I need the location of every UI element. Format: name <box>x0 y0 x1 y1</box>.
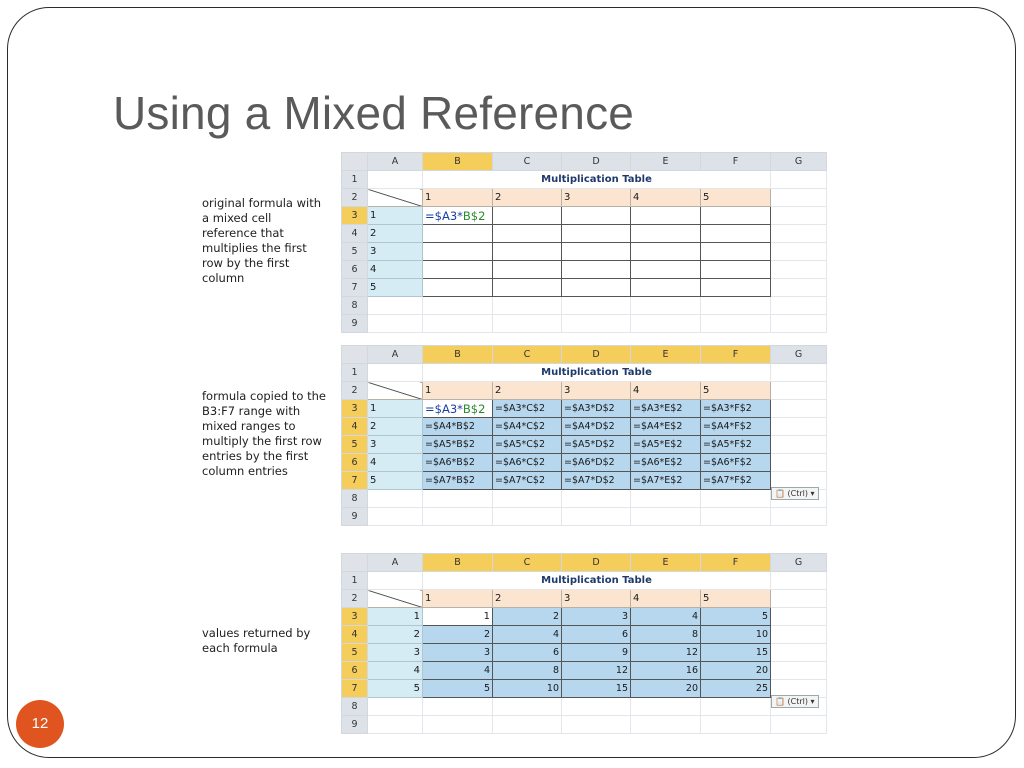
value-cell[interactable]: 1 <box>423 608 493 626</box>
cell[interactable] <box>368 572 423 590</box>
cell[interactable] <box>631 716 701 734</box>
column-header-f[interactable]: F <box>701 346 771 364</box>
cell[interactable] <box>701 508 771 526</box>
header-cell[interactable]: 1 <box>423 590 493 608</box>
cell[interactable] <box>771 644 827 662</box>
cell[interactable] <box>771 171 827 189</box>
column-header-f[interactable]: F <box>701 554 771 572</box>
value-cell[interactable]: 5 <box>423 680 493 698</box>
column-header-b[interactable]: B <box>423 554 493 572</box>
row-value-cell[interactable]: 5 <box>368 680 423 698</box>
cell[interactable] <box>771 297 827 315</box>
spreadsheet-values <box>341 553 827 734</box>
cell[interactable] <box>631 261 701 279</box>
row-header-8[interactable]: 8 <box>342 297 368 315</box>
header-cell[interactable]: 3 <box>562 382 631 400</box>
row-value-cell[interactable]: 4 <box>368 662 423 680</box>
cell[interactable] <box>423 508 493 526</box>
row-header-3[interactable]: 3 <box>342 207 368 225</box>
cell[interactable] <box>701 315 771 333</box>
column-header-f[interactable]: F <box>701 153 771 171</box>
cell[interactable] <box>701 297 771 315</box>
value-cell[interactable]: 16 <box>631 662 701 680</box>
row-value-cell[interactable]: 3 <box>368 644 423 662</box>
cell[interactable] <box>701 225 771 243</box>
value-cell[interactable]: 4 <box>631 608 701 626</box>
cell[interactable] <box>771 207 827 225</box>
value-cell[interactable]: 6 <box>562 626 631 644</box>
row-header-5[interactable]: 5 <box>342 436 368 454</box>
formula-cell[interactable]: =$A5*E$2 <box>631 436 701 454</box>
row-value-cell[interactable]: 4 <box>368 454 423 472</box>
value-cell[interactable]: 15 <box>701 644 771 662</box>
cell[interactable] <box>562 279 631 297</box>
row-value-cell[interactable]: 1 <box>368 400 423 418</box>
header-cell[interactable]: 2 <box>493 382 562 400</box>
cell[interactable] <box>493 698 562 716</box>
formula-cell[interactable]: =$A6*E$2 <box>631 454 701 472</box>
select-all-corner[interactable] <box>342 346 368 364</box>
caption-original-formula: original formula with a mixed cell reference that multiplies the first row by the first column <box>202 196 322 285</box>
row-header-1[interactable]: 1 <box>342 572 368 590</box>
slide-number-badge: 12 <box>16 700 64 748</box>
formula-absolute-row-part: B$2 <box>462 401 486 416</box>
row-value-cell[interactable]: 4 <box>368 261 423 279</box>
cell[interactable] <box>493 243 562 261</box>
row-value-cell[interactable]: 2 <box>368 626 423 644</box>
cell[interactable] <box>771 364 827 382</box>
select-all-corner[interactable] <box>342 554 368 572</box>
cell[interactable] <box>701 279 771 297</box>
formula-cell[interactable]: =$A4*D$2 <box>562 418 631 436</box>
value-cell[interactable]: 8 <box>631 626 701 644</box>
cell[interactable] <box>368 698 423 716</box>
formula-absolute-row-part: B$2 <box>462 208 486 223</box>
column-header-d[interactable]: D <box>562 554 631 572</box>
active-formula-cell[interactable] <box>423 207 493 225</box>
cell[interactable] <box>562 243 631 261</box>
formula-cell[interactable]: =$A7*C$2 <box>493 472 562 490</box>
cell[interactable] <box>562 698 631 716</box>
row-value-cell[interactable]: 5 <box>368 472 423 490</box>
row-value-cell[interactable]: 5 <box>368 279 423 297</box>
value-cell[interactable]: 12 <box>631 644 701 662</box>
cell[interactable] <box>771 315 827 333</box>
cell[interactable] <box>771 590 827 608</box>
cell[interactable] <box>423 279 493 297</box>
row-header-9[interactable]: 9 <box>342 315 368 333</box>
cell[interactable] <box>771 225 827 243</box>
header-cell[interactable]: 3 <box>562 189 631 207</box>
formula-cell[interactable]: =$A4*F$2 <box>701 418 771 436</box>
header-cell[interactable]: 4 <box>631 590 701 608</box>
row-header-8[interactable]: 8 <box>342 490 368 508</box>
cell[interactable] <box>771 454 827 472</box>
value-cell[interactable]: 4 <box>423 662 493 680</box>
formula-cell[interactable]: =$A4*E$2 <box>631 418 701 436</box>
row-value-cell[interactable]: 3 <box>368 436 423 454</box>
column-header-c[interactable]: C <box>493 153 562 171</box>
cell[interactable] <box>562 508 631 526</box>
row-header-5[interactable]: 5 <box>342 243 368 261</box>
cell[interactable] <box>493 225 562 243</box>
column-header-a[interactable]: A <box>368 346 423 364</box>
row-value-cell[interactable]: 1 <box>368 608 423 626</box>
cell[interactable] <box>771 261 827 279</box>
row-header-9[interactable]: 9 <box>342 716 368 734</box>
value-cell[interactable]: 3 <box>423 644 493 662</box>
column-header-g[interactable]: G <box>771 346 827 364</box>
row-value-cell[interactable]: 3 <box>368 243 423 261</box>
value-cell[interactable]: 2 <box>493 608 562 626</box>
formula-cell[interactable]: =$A5*F$2 <box>701 436 771 454</box>
value-cell[interactable]: 12 <box>562 662 631 680</box>
row-header-7[interactable]: 7 <box>342 472 368 490</box>
cell[interactable] <box>368 364 423 382</box>
clipboard-icon: 📋 <box>775 489 785 498</box>
column-header-g[interactable]: G <box>771 554 827 572</box>
row-header-6[interactable]: 6 <box>342 261 368 279</box>
value-cell[interactable]: 10 <box>493 680 562 698</box>
row-value-cell[interactable]: 1 <box>368 207 423 225</box>
cell[interactable] <box>771 382 827 400</box>
cell[interactable] <box>368 490 423 508</box>
cell[interactable] <box>771 243 827 261</box>
header-cell[interactable]: 5 <box>701 189 771 207</box>
row-header-3[interactable]: 3 <box>342 608 368 626</box>
row-header-7[interactable]: 7 <box>342 279 368 297</box>
formula-cell[interactable]: =$A4*B$2 <box>423 418 493 436</box>
paste-options-button[interactable] <box>771 487 819 500</box>
cell[interactable] <box>771 279 827 297</box>
cell[interactable] <box>701 490 771 508</box>
paste-options-button[interactable] <box>771 695 819 708</box>
cell[interactable] <box>493 279 562 297</box>
cell[interactable] <box>771 572 827 590</box>
cell[interactable] <box>631 315 701 333</box>
value-cell[interactable]: 3 <box>562 608 631 626</box>
cell[interactable] <box>631 297 701 315</box>
header-cell[interactable]: 4 <box>631 382 701 400</box>
diagonal-corner-cell[interactable] <box>368 189 423 207</box>
cell[interactable] <box>493 716 562 734</box>
formula-cell[interactable]: =$A4*C$2 <box>493 418 562 436</box>
cell[interactable] <box>562 207 631 225</box>
column-header-d[interactable]: D <box>562 346 631 364</box>
cell[interactable] <box>368 508 423 526</box>
cell[interactable] <box>493 261 562 279</box>
header-cell[interactable]: 3 <box>562 590 631 608</box>
header-cell[interactable]: 1 <box>423 382 493 400</box>
cell[interactable] <box>562 225 631 243</box>
cell[interactable] <box>771 189 827 207</box>
row-header-2[interactable]: 2 <box>342 382 368 400</box>
cell[interactable] <box>423 225 493 243</box>
value-cell[interactable]: 8 <box>493 662 562 680</box>
column-header-g[interactable]: G <box>771 153 827 171</box>
row-header-2[interactable]: 2 <box>342 189 368 207</box>
column-header-a[interactable]: A <box>368 153 423 171</box>
value-cell[interactable]: 20 <box>631 680 701 698</box>
cell[interactable] <box>562 716 631 734</box>
row-value-cell[interactable]: 2 <box>368 418 423 436</box>
column-header-b[interactable]: B <box>423 153 493 171</box>
value-cell[interactable]: 4 <box>493 626 562 644</box>
header-cell[interactable]: 4 <box>631 189 701 207</box>
column-header-c[interactable]: C <box>493 554 562 572</box>
header-cell[interactable]: 1 <box>423 189 493 207</box>
row-header-9[interactable]: 9 <box>342 508 368 526</box>
row-header-1[interactable]: 1 <box>342 364 368 382</box>
formula-cell[interactable]: =$A7*D$2 <box>562 472 631 490</box>
value-cell[interactable]: 20 <box>701 662 771 680</box>
value-cell[interactable]: 6 <box>493 644 562 662</box>
formula-cell[interactable]: =$A3*F$2 <box>701 400 771 418</box>
cell[interactable] <box>631 279 701 297</box>
header-cell[interactable]: 2 <box>493 189 562 207</box>
cell[interactable] <box>771 626 827 644</box>
value-cell[interactable]: 15 <box>562 680 631 698</box>
source-formula-cell[interactable] <box>423 400 493 418</box>
caption-values-returned: values returned by each formula <box>202 626 311 655</box>
cell[interactable] <box>562 490 631 508</box>
cell[interactable] <box>631 207 701 225</box>
formula-cell[interactable]: =$A3*C$2 <box>493 400 562 418</box>
slide-title: Using a Mixed Reference <box>113 87 635 139</box>
spreadsheet-original-formula <box>341 152 827 333</box>
column-header-b[interactable]: B <box>423 346 493 364</box>
clipboard-icon: 📋 <box>775 697 785 706</box>
row-header-8[interactable]: 8 <box>342 698 368 716</box>
formula-cell[interactable]: =$A6*F$2 <box>701 454 771 472</box>
formula-cell[interactable]: =$A3*E$2 <box>631 400 701 418</box>
row-header-5[interactable]: 5 <box>342 644 368 662</box>
row-header-6[interactable]: 6 <box>342 662 368 680</box>
column-header-e[interactable]: E <box>631 554 701 572</box>
paste-options-label: (Ctrl) ▾ <box>787 697 815 706</box>
cell[interactable] <box>423 490 493 508</box>
cell[interactable] <box>631 225 701 243</box>
cell[interactable] <box>771 418 827 436</box>
column-header-e[interactable]: E <box>631 346 701 364</box>
formula-absolute-column-part: =$A3* <box>425 208 463 223</box>
row-header-7[interactable]: 7 <box>342 680 368 698</box>
column-header-c[interactable]: C <box>493 346 562 364</box>
column-header-d[interactable]: D <box>562 153 631 171</box>
cell[interactable] <box>701 207 771 225</box>
formula-cell[interactable]: =$A7*F$2 <box>701 472 771 490</box>
formula-cell[interactable]: =$A6*D$2 <box>562 454 631 472</box>
cell[interactable] <box>562 261 631 279</box>
caption-formula-copied: formula copied to the B3:F7 range with mixed ranges to multiply the first row entries by the first column entries <box>202 389 326 478</box>
table-title-cell[interactable]: Multiplication Table <box>423 572 771 590</box>
formula-absolute-column-part: =$A3* <box>425 401 463 416</box>
row-header-4[interactable]: 4 <box>342 626 368 644</box>
row-header-4[interactable]: 4 <box>342 225 368 243</box>
row-header-6[interactable]: 6 <box>342 454 368 472</box>
cell[interactable] <box>493 490 562 508</box>
cell[interactable] <box>701 716 771 734</box>
select-all-corner[interactable] <box>342 153 368 171</box>
row-header-3[interactable]: 3 <box>342 400 368 418</box>
value-cell[interactable]: 25 <box>701 680 771 698</box>
cell[interactable] <box>631 508 701 526</box>
cell[interactable] <box>771 608 827 626</box>
cell[interactable] <box>771 400 827 418</box>
cell[interactable] <box>701 243 771 261</box>
cell[interactable] <box>493 315 562 333</box>
formula-cell[interactable]: =$A7*E$2 <box>631 472 701 490</box>
table-title-cell[interactable]: Multiplication Table <box>423 171 771 189</box>
diagonal-corner-cell[interactable] <box>368 382 423 400</box>
column-header-e[interactable]: E <box>631 153 701 171</box>
paste-options-label: (Ctrl) ▾ <box>787 489 815 498</box>
cell[interactable] <box>423 315 493 333</box>
value-cell[interactable]: 10 <box>701 626 771 644</box>
cell[interactable] <box>368 716 423 734</box>
formula-cell[interactable]: =$A5*C$2 <box>493 436 562 454</box>
value-cell[interactable]: 2 <box>423 626 493 644</box>
cell[interactable] <box>423 261 493 279</box>
table-title-cell[interactable]: Multiplication Table <box>423 364 771 382</box>
cell[interactable] <box>562 315 631 333</box>
cell[interactable] <box>493 207 562 225</box>
header-cell[interactable]: 5 <box>701 382 771 400</box>
cell[interactable] <box>631 698 701 716</box>
column-header-a[interactable]: A <box>368 554 423 572</box>
cell[interactable] <box>701 698 771 716</box>
row-header-2[interactable]: 2 <box>342 590 368 608</box>
cell[interactable] <box>631 243 701 261</box>
row-value-cell[interactable]: 2 <box>368 225 423 243</box>
cell[interactable] <box>771 436 827 454</box>
cell[interactable] <box>701 261 771 279</box>
cell[interactable] <box>562 297 631 315</box>
cell[interactable] <box>771 508 827 526</box>
cell[interactable] <box>423 243 493 261</box>
row-header-4[interactable]: 4 <box>342 418 368 436</box>
cell[interactable] <box>493 508 562 526</box>
cell[interactable] <box>423 716 493 734</box>
formula-cell[interactable]: =$A6*C$2 <box>493 454 562 472</box>
header-cell[interactable]: 5 <box>701 590 771 608</box>
cell[interactable] <box>368 171 423 189</box>
value-cell[interactable]: 9 <box>562 644 631 662</box>
formula-cell[interactable]: =$A6*B$2 <box>423 454 493 472</box>
formula-cell[interactable]: =$A3*D$2 <box>562 400 631 418</box>
cell[interactable] <box>771 662 827 680</box>
formula-cell[interactable]: =$A5*D$2 <box>562 436 631 454</box>
cell[interactable] <box>368 315 423 333</box>
diagonal-corner-cell[interactable] <box>368 590 423 608</box>
cell[interactable] <box>423 698 493 716</box>
value-cell[interactable]: 5 <box>701 608 771 626</box>
header-cell[interactable]: 2 <box>493 590 562 608</box>
cell[interactable] <box>368 297 423 315</box>
spreadsheet-copied-formulas <box>341 345 827 526</box>
row-header-1[interactable]: 1 <box>342 171 368 189</box>
cell[interactable] <box>771 716 827 734</box>
formula-cell[interactable]: =$A5*B$2 <box>423 436 493 454</box>
cell[interactable] <box>631 490 701 508</box>
cell[interactable] <box>423 297 493 315</box>
cell[interactable] <box>493 297 562 315</box>
formula-cell[interactable]: =$A7*B$2 <box>423 472 493 490</box>
